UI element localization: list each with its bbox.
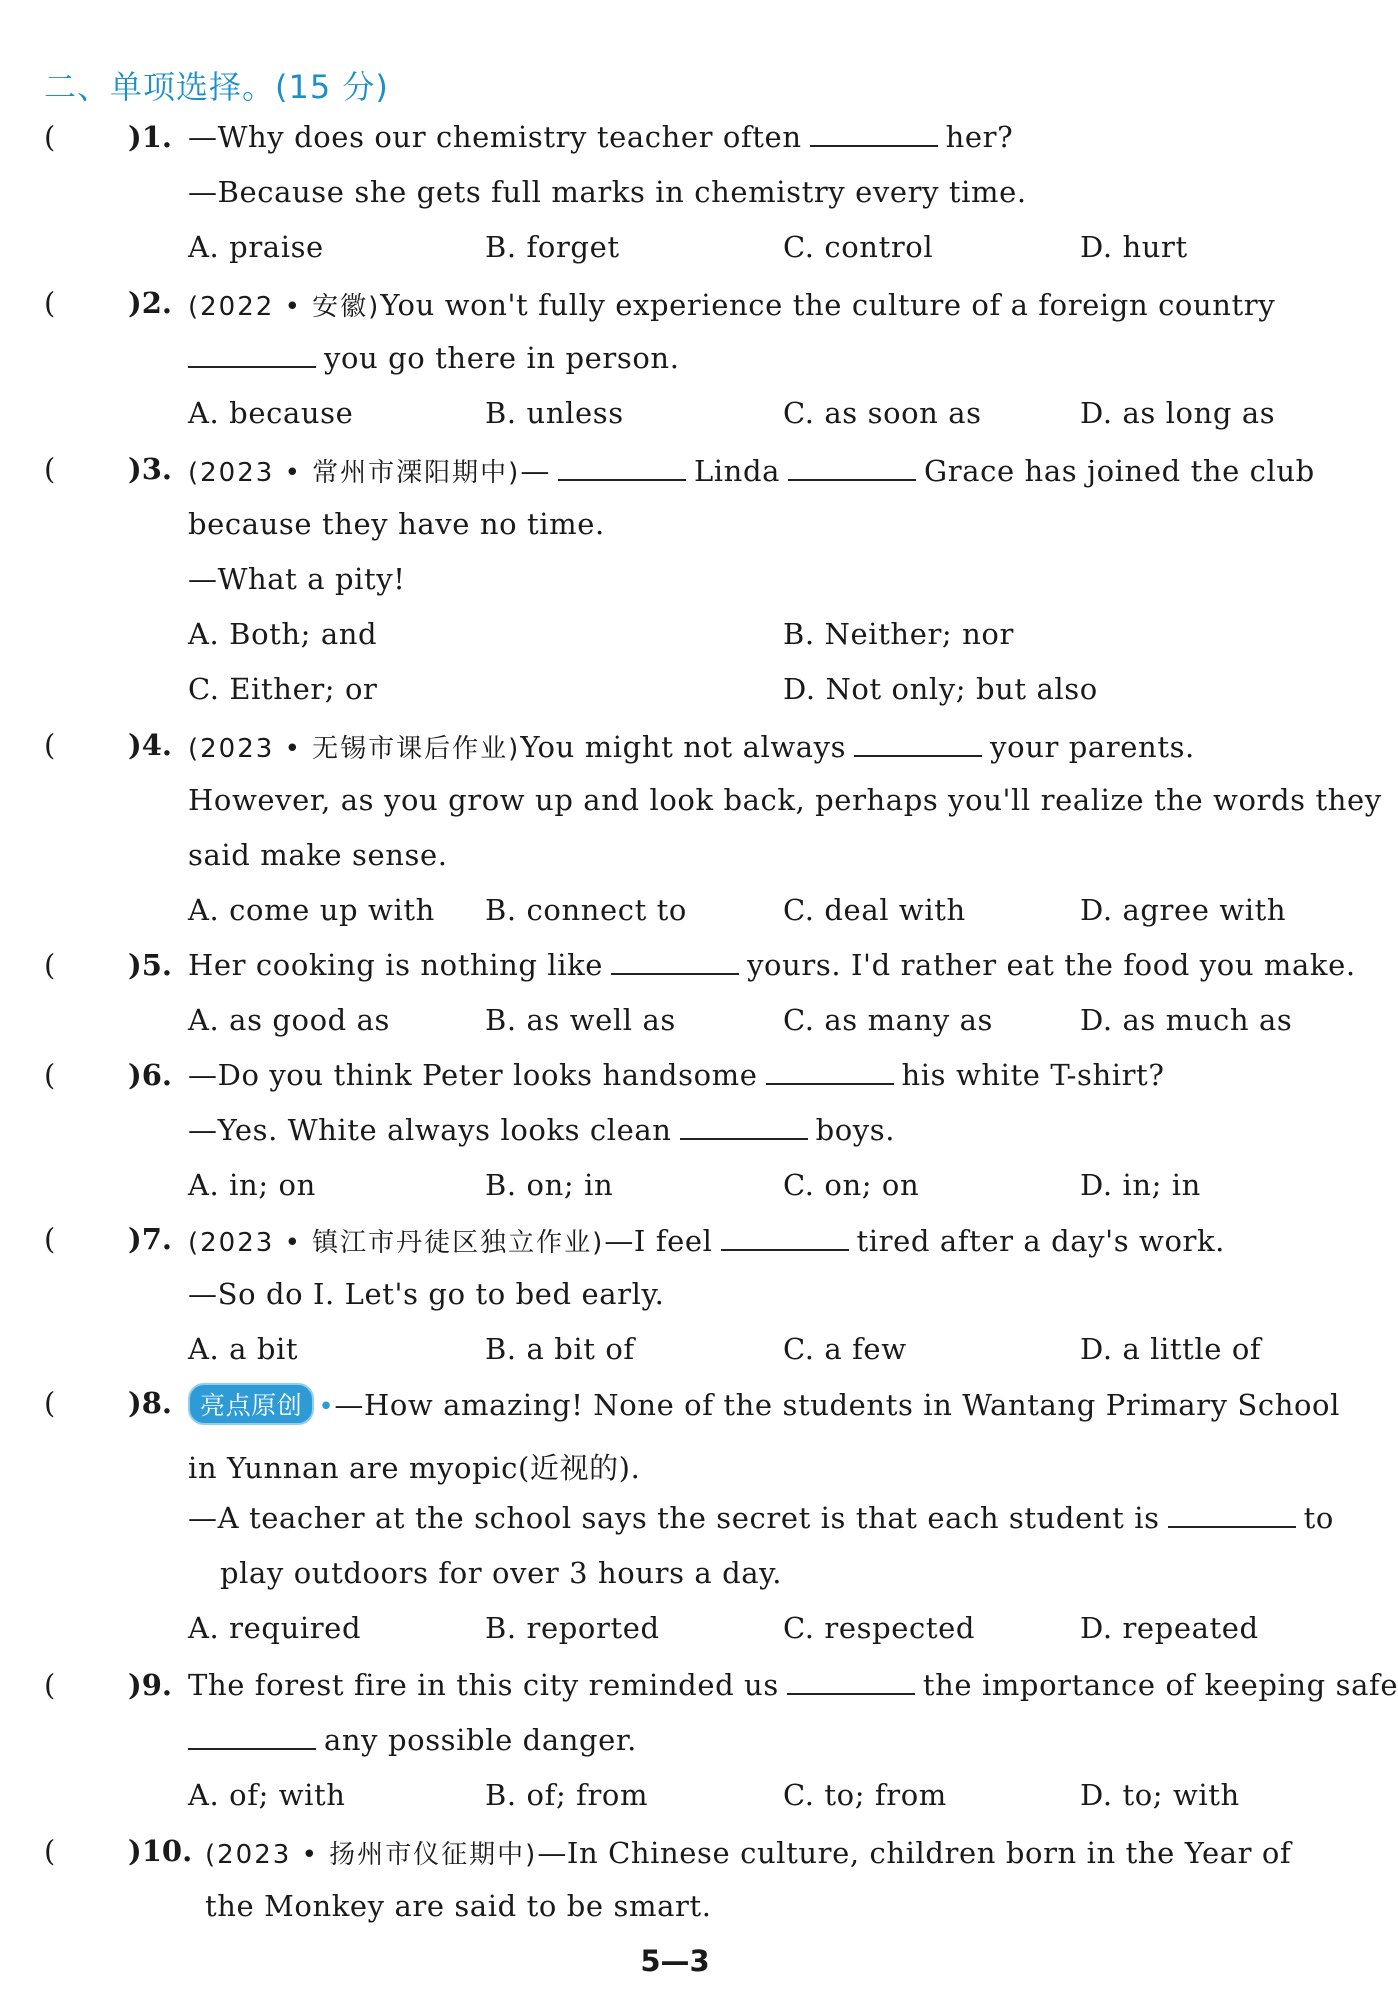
option-d[interactable]: D. agree with bbox=[1080, 893, 1287, 927]
answer-blank[interactable] bbox=[810, 121, 938, 147]
question-line: —Because she gets full marks in chemistry every time. bbox=[188, 175, 1027, 209]
question-line: play outdoors for over 3 hours a day. bbox=[220, 1556, 783, 1590]
question-line: —So do I. Let's go to bed early. bbox=[188, 1277, 665, 1311]
option-c[interactable]: C. to; from bbox=[783, 1778, 947, 1812]
question-number: )6. bbox=[128, 1058, 172, 1092]
option-d[interactable]: D. as much as bbox=[1080, 1003, 1293, 1037]
answer-paren: ( bbox=[44, 286, 56, 320]
option-d[interactable]: D. a little of bbox=[1080, 1332, 1262, 1366]
option-b[interactable]: B. Neither; nor bbox=[783, 617, 1014, 651]
question-line: —What a pity! bbox=[188, 562, 406, 596]
page-number: 5—3 bbox=[640, 1944, 710, 1978]
question-number: )2. bbox=[128, 286, 172, 320]
option-a[interactable]: A. because bbox=[188, 396, 354, 430]
option-b[interactable]: B. reported bbox=[485, 1611, 660, 1645]
answer-paren: ( bbox=[44, 1834, 56, 1868]
answer-blank[interactable] bbox=[1168, 1502, 1296, 1528]
answer-blank[interactable] bbox=[766, 1059, 894, 1085]
answer-blank[interactable] bbox=[188, 342, 316, 368]
question-source: (2023 • 无锡市课后作业) bbox=[188, 734, 521, 764]
option-c[interactable]: C. as many as bbox=[783, 1003, 994, 1037]
option-a[interactable]: A. Both; and bbox=[188, 617, 378, 651]
option-a[interactable]: A. required bbox=[188, 1611, 362, 1645]
question-line: Her cooking is nothing like yours. I'd rather eat the food you make. bbox=[188, 948, 1356, 982]
answer-paren: ( bbox=[44, 1668, 56, 1702]
option-c[interactable]: C. respected bbox=[783, 1611, 976, 1645]
option-c[interactable]: C. as soon as bbox=[783, 396, 982, 430]
answer-paren: ( bbox=[44, 728, 56, 762]
question-line: any possible danger. bbox=[180, 1723, 637, 1757]
answer-paren: ( bbox=[44, 452, 56, 486]
option-b[interactable]: B. forget bbox=[485, 230, 620, 264]
answer-blank[interactable] bbox=[721, 1225, 849, 1251]
option-a[interactable]: A. as good as bbox=[188, 1003, 391, 1037]
answer-blank[interactable] bbox=[680, 1114, 808, 1140]
answer-paren: ( bbox=[44, 948, 56, 982]
option-a[interactable]: A. in; on bbox=[188, 1168, 316, 1202]
question-source: (2023 • 常州市溧阳期中) bbox=[188, 458, 521, 488]
option-b[interactable]: B. as well as bbox=[485, 1003, 676, 1037]
option-c[interactable]: C. control bbox=[783, 230, 934, 264]
question-number: )8. bbox=[128, 1386, 172, 1420]
question-line: because they have no time. bbox=[188, 507, 605, 541]
option-b[interactable]: B. connect to bbox=[485, 893, 687, 927]
answer-paren: ( bbox=[44, 1058, 56, 1092]
option-d[interactable]: D. repeated bbox=[1080, 1611, 1259, 1645]
option-d[interactable]: D. in; in bbox=[1080, 1168, 1201, 1202]
question-source: (2023 • 扬州市仪征期中) bbox=[205, 1840, 538, 1870]
answer-blank[interactable] bbox=[854, 731, 982, 757]
answer-paren: ( bbox=[44, 120, 56, 154]
question-line: —A teacher at the school says the secret is that each student is to bbox=[188, 1501, 1334, 1535]
answer-blank[interactable] bbox=[611, 949, 739, 975]
question-number: )4. bbox=[128, 728, 172, 762]
option-a[interactable]: A. praise bbox=[188, 230, 324, 264]
question-line: said make sense. bbox=[188, 838, 448, 872]
answer-blank[interactable] bbox=[787, 1669, 915, 1695]
question-line: (2023 • 常州市溧阳期中)— Linda Grace has joined the club bbox=[188, 454, 1315, 488]
badge-dot-icon: • bbox=[318, 1392, 335, 1422]
question-line: —Why does our chemistry teacher often her? bbox=[188, 120, 1014, 154]
question-line: The forest fire in this city reminded us the importance of keeping safe bbox=[188, 1668, 1398, 1702]
answer-blank[interactable] bbox=[188, 1724, 316, 1750]
option-b[interactable]: B. a bit of bbox=[485, 1332, 635, 1366]
option-a[interactable]: A. of; with bbox=[188, 1778, 346, 1812]
option-c[interactable]: C. on; on bbox=[783, 1168, 920, 1202]
question-line: (2023 • 无锡市课后作业)You might not always your parents. bbox=[188, 730, 1195, 764]
question-line: (2022 • 安徽)You won't fully experience the culture of a foreign country bbox=[188, 288, 1276, 322]
question-number: )7. bbox=[128, 1222, 172, 1256]
question-line: 亮点原创 •—How amazing! None of the students in Wantang Primary School bbox=[188, 1386, 1340, 1428]
option-c[interactable]: C. Either; or bbox=[188, 672, 378, 706]
question-source: (2023 • 镇江市丹徒区独立作业) bbox=[188, 1228, 605, 1258]
option-d[interactable]: D. Not only; but also bbox=[783, 672, 1098, 706]
option-d[interactable]: D. to; with bbox=[1080, 1778, 1240, 1812]
option-d[interactable]: D. hurt bbox=[1080, 230, 1188, 264]
question-line: —Yes. White always looks clean boys. bbox=[188, 1113, 896, 1147]
question-line: in Yunnan are myopic(近视的). bbox=[188, 1451, 641, 1485]
option-c[interactable]: C. deal with bbox=[783, 893, 966, 927]
question-line: —Do you think Peter looks handsome his white T-shirt? bbox=[188, 1058, 1165, 1092]
question-number: )1. bbox=[128, 120, 172, 154]
option-b[interactable]: B. unless bbox=[485, 396, 624, 430]
option-a[interactable]: A. a bit bbox=[188, 1332, 299, 1366]
question-number: )5. bbox=[128, 948, 172, 982]
question-source: (2022 • 安徽) bbox=[188, 292, 381, 322]
question-number: )3. bbox=[128, 452, 172, 486]
answer-paren: ( bbox=[44, 1222, 56, 1256]
question-line: you go there in person. bbox=[180, 341, 680, 375]
answer-blank[interactable] bbox=[788, 455, 916, 481]
question-line: (2023 • 扬州市仪征期中)—In Chinese culture, children born in the Year of bbox=[205, 1836, 1292, 1870]
question-line: However, as you grow up and look back, perhaps you'll realize the words they bbox=[188, 783, 1382, 817]
option-a[interactable]: A. come up with bbox=[188, 893, 435, 927]
original-badge: 亮点原创 bbox=[188, 1383, 314, 1425]
option-d[interactable]: D. as long as bbox=[1080, 396, 1276, 430]
question-number: )9. bbox=[128, 1668, 172, 1702]
option-b[interactable]: B. on; in bbox=[485, 1168, 614, 1202]
answer-blank[interactable] bbox=[558, 455, 686, 481]
option-b[interactable]: B. of; from bbox=[485, 1778, 649, 1812]
question-line: the Monkey are said to be smart. bbox=[205, 1889, 712, 1923]
option-c[interactable]: C. a few bbox=[783, 1332, 907, 1366]
answer-paren: ( bbox=[44, 1386, 56, 1420]
question-line: (2023 • 镇江市丹徒区独立作业)—I feel tired after a day's work. bbox=[188, 1224, 1225, 1258]
section-title: 二、单项选择。(15 分) bbox=[44, 68, 389, 106]
question-number: )10. bbox=[128, 1834, 193, 1868]
